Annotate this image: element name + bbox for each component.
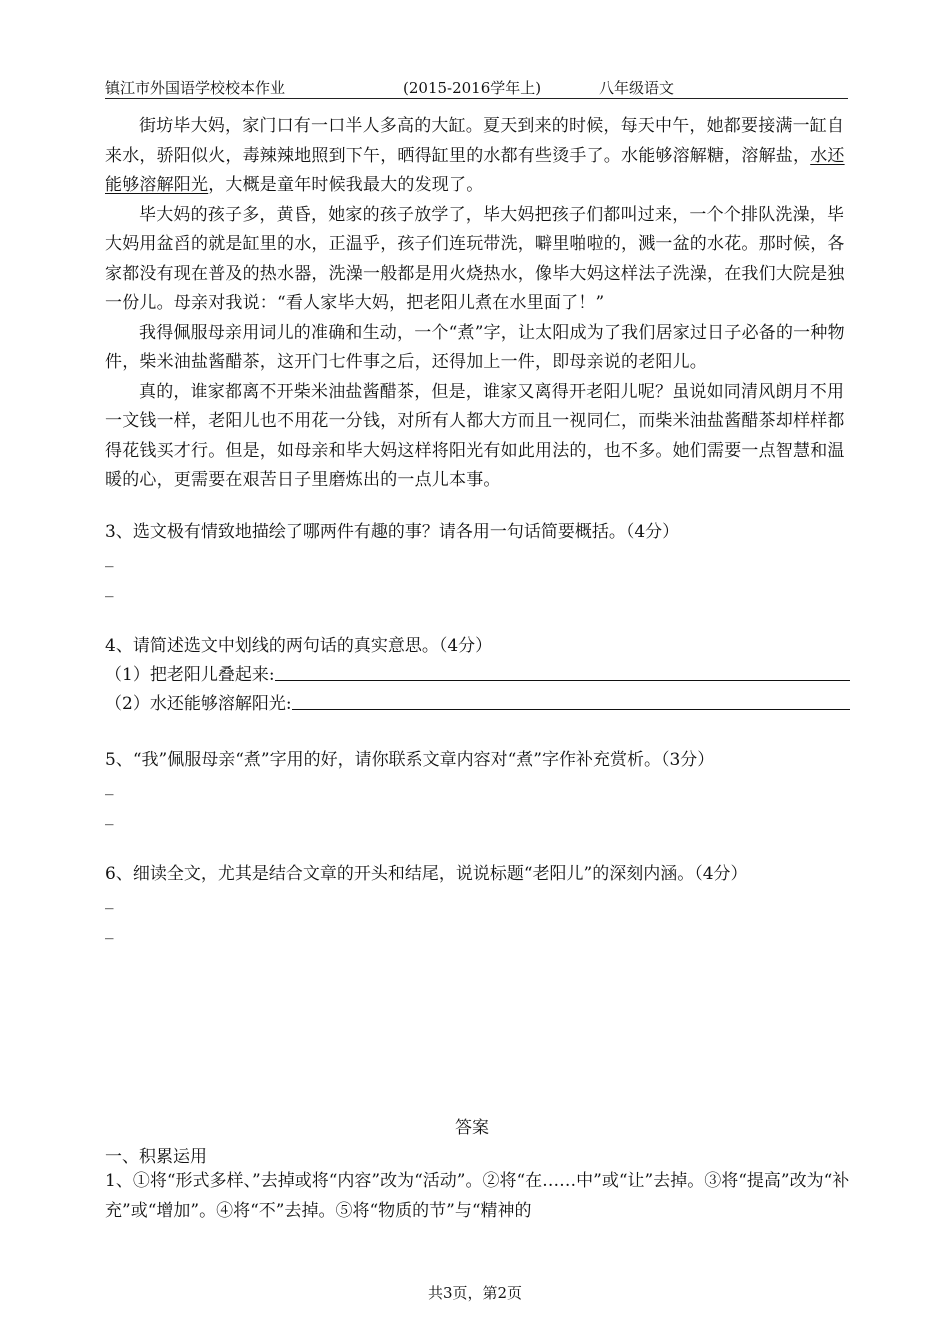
question-4: 4、请简述选文中划线的两句话的真实意思。（4分） bbox=[105, 636, 493, 656]
answer-blank[interactable]: _ bbox=[105, 578, 114, 598]
passage-paragraph-3: 我得佩服母亲用词儿的准确和生动，一个“煮”字，让太阳成为了我们居家过日子必备的一种物件，柴米油盐酱醋茶，这开门七件事之后，还得加上一件，即母亲说的老阳儿。 bbox=[105, 322, 845, 372]
answers-section-heading: 一、积累运用 bbox=[105, 1147, 207, 1167]
answer-line[interactable] bbox=[292, 689, 850, 710]
passage-paragraph-1: 街坊毕大妈，家门口有一口半人多高的大缸。夏天到来的时候，每天中午，她都要接满一缸自来水，骄阳似火，毒辣辣地照到下午，晒得缸里的水都有些烫手了。水能够溶解糖，溶解盐，水还能够溶解阳光，大概是童年时候我最大的发现了。 bbox=[105, 116, 845, 195]
answer-blank[interactable]: _ bbox=[105, 776, 114, 796]
question-4-part-1-label: （1）把老阳儿叠起来: bbox=[105, 665, 275, 685]
question-4-part-2 bbox=[105, 689, 850, 714]
answer-blank[interactable]: _ bbox=[105, 890, 114, 910]
question-3: 3、选文极有情致地描绘了哪两件有趣的事？请各用一句话简要概括。（4分） bbox=[105, 522, 680, 542]
answer-blank[interactable]: _ bbox=[105, 548, 114, 568]
answer-blank[interactable]: _ bbox=[105, 920, 114, 940]
header-grade: 八年级语文 bbox=[599, 79, 675, 97]
underlined-sentence: 水还能够溶解阳光 bbox=[105, 145, 845, 195]
answer-item-1: 1、①将“形式多样、”去掉或将“内容”改为“活动”。②将“在……中”或“让”去掉。③将“提高”改为“补充”或“增加”。④将“不”去掉。⑤将“物质的节”与“精神的 bbox=[105, 1171, 850, 1221]
answers-title: 答案 bbox=[455, 1118, 489, 1138]
header-school: 镇江市外国语学校校本作业 bbox=[105, 79, 286, 97]
question-5: 5、“我”佩服母亲“煮”字用的好，请你联系文章内容对“煮”字作补充赏析。（3分） bbox=[105, 750, 715, 770]
passage-paragraph-4: 真的，谁家都离不开柴米油盐酱醋茶，但是，谁家又离得开老阳儿呢？虽说如同清风朗月不用一文钱一样，老阳儿也不用花一分钱，对所有人都大方而且一视同仁，而柴米油盐酱醋茶却样样都得花钱买才行。但是，如母亲和毕大妈这样将阳光有如此用法的，也不多。她们需要一点智慧和温暖的心，更需要在艰苦日子里磨炼出的一点儿本事。 bbox=[105, 381, 845, 490]
passage-paragraph-2: 毕大妈的孩子多，黄昏，她家的孩子放学了，毕大妈把孩子们都叫过来，一个个排队洗澡，毕大妈用盆舀的就是缸里的水，正温乎，孩子们连玩带洗，噼里啪啦的，溅一盆的水花。那时候，各家都没有现在普及的热水器，洗澡一般都是用火烧热水，像毕大妈这样法子洗澡，在我们大院是独一份儿。母亲对我说：“看人家毕大妈，把老阳儿煮在水里面了！” bbox=[105, 204, 845, 313]
question-4-part-1 bbox=[105, 660, 850, 685]
answer-blank[interactable]: _ bbox=[105, 806, 114, 826]
page-footer: 共3页，第2页 bbox=[427, 1284, 523, 1302]
header-year: (2015-2016学年上) bbox=[403, 79, 542, 97]
question-6: 6、细读全文，尤其是结合文章的开头和结尾，说说标题“老阳儿”的深刻内涵。（4分） bbox=[105, 864, 748, 884]
question-4-part-2-label: （2）水还能够溶解阳光: bbox=[105, 694, 292, 714]
reading-passage bbox=[105, 112, 853, 496]
answer-line[interactable] bbox=[275, 660, 850, 681]
page-header bbox=[105, 76, 848, 99]
